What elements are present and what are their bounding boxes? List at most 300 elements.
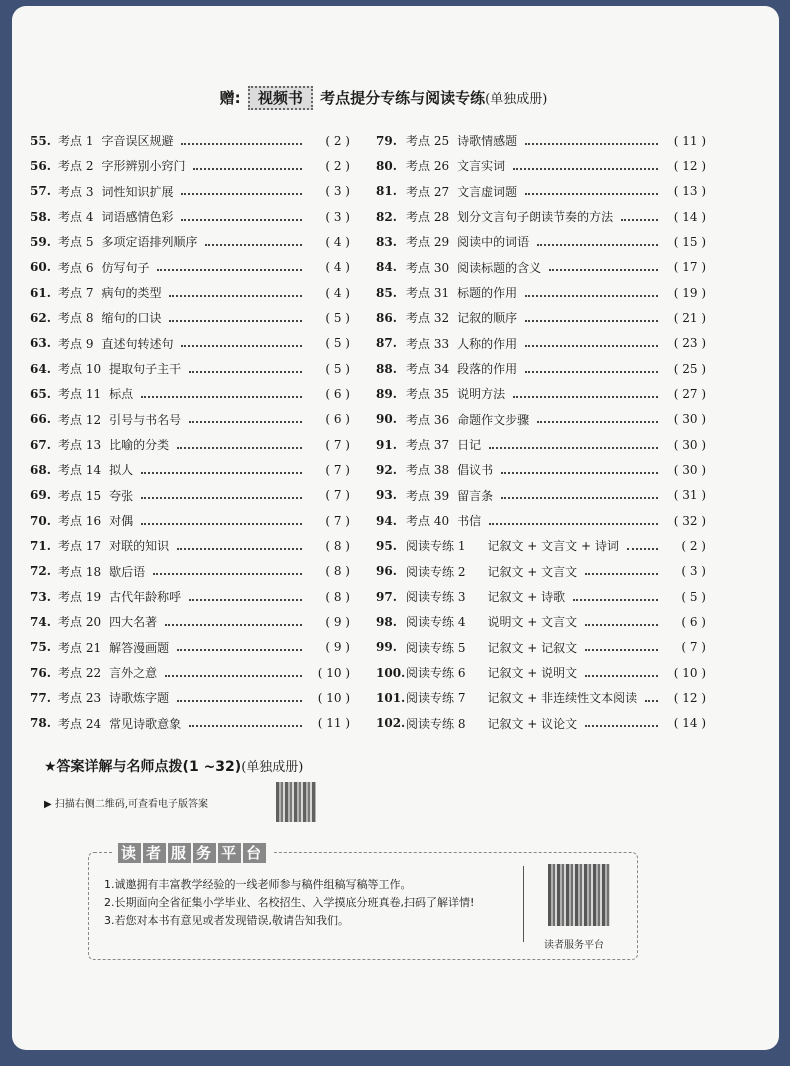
toc-right-column — [376, 128, 706, 736]
leader-dots — [525, 371, 658, 373]
service-title-char: 平 — [218, 843, 241, 863]
entry-title: 比喻的分类 — [109, 438, 170, 453]
entry-number: 55. — [30, 133, 51, 148]
entry-section: 阅读专练 5 — [406, 640, 466, 655]
entry-subtitle: 记叙文 + 诗歌 — [487, 590, 566, 605]
entry-title: 说明方法 — [457, 387, 506, 402]
entry-page: ( 3 ) — [325, 209, 350, 224]
toc-entry — [376, 255, 706, 280]
entry-title: 日记 — [457, 438, 482, 453]
header-note: (单独成册) — [485, 92, 548, 107]
leader-dots — [169, 295, 302, 297]
entry-title: 标题的作用 — [457, 286, 518, 301]
answers-qr-code[interactable] — [276, 782, 316, 822]
entry-number: 97. — [376, 589, 397, 604]
leader-dots — [513, 168, 658, 170]
entry-number: 61. — [30, 285, 51, 300]
reader-service-qr-code[interactable] — [548, 864, 610, 926]
entry-section: 考点 19 — [58, 590, 102, 605]
entry-title: 诗歌炼字题 — [109, 691, 170, 706]
entry-number: 60. — [30, 260, 51, 275]
entry-number: 84. — [376, 260, 397, 275]
entry-section: 考点 16 — [58, 514, 102, 529]
entry-page: ( 11 ) — [317, 716, 350, 731]
toc-entry — [376, 533, 706, 558]
entry-section: 考点 25 — [406, 134, 450, 149]
entry-page: ( 8 ) — [325, 589, 350, 604]
entry-page: ( 31 ) — [673, 488, 706, 503]
leader-dots — [193, 168, 302, 170]
entry-title: 直述句转述句 — [101, 336, 174, 351]
leader-dots — [177, 649, 302, 651]
entry-page: ( 15 ) — [673, 234, 706, 249]
service-line: 3.若您对本书有意见或者发现错误,敬请告知我们。 — [104, 914, 349, 927]
toc-entry — [30, 533, 350, 558]
entry-number: 99. — [376, 640, 397, 655]
entry-section: 考点 31 — [406, 286, 450, 301]
entry-page: ( 23 ) — [673, 336, 706, 351]
entry-page: ( 25 ) — [673, 361, 706, 376]
entry-section: 阅读专练 3 — [406, 590, 466, 605]
entry-page: ( 3 ) — [325, 184, 350, 199]
leader-dots — [489, 523, 658, 525]
leader-dots — [177, 447, 302, 449]
toc-entry — [376, 153, 706, 178]
entry-subtitle: 记叙文 + 文言文 + 诗词 — [487, 539, 619, 554]
leader-dots — [525, 345, 658, 347]
entry-number: 71. — [30, 538, 51, 553]
entry-number: 90. — [376, 412, 397, 427]
toc-entry — [30, 381, 350, 406]
entry-page: ( 2 ) — [681, 538, 706, 553]
entry-number: 93. — [376, 488, 397, 503]
toc-entry — [376, 609, 706, 634]
entry-title: 古代年龄称呼 — [109, 590, 182, 605]
toc-entry — [30, 153, 350, 178]
toc-entry — [376, 685, 706, 710]
toc-entry — [376, 128, 706, 153]
toc-entry — [30, 559, 350, 584]
entry-page: ( 8 ) — [325, 564, 350, 579]
entry-section: 考点 2 — [58, 159, 94, 174]
gift-label: 赠: — [219, 89, 241, 107]
entry-page: ( 30 ) — [673, 412, 706, 427]
toc-entry — [376, 179, 706, 204]
leader-dots — [189, 725, 302, 727]
leader-dots — [525, 295, 658, 297]
service-line: 1.诚邀拥有丰富教学经验的一线老师参与稿件组稿写稿等工作。 — [104, 878, 412, 891]
header-title: 考点提分专练与阅读专练 — [320, 89, 486, 107]
leader-dots — [141, 497, 302, 499]
entry-page: ( 8 ) — [325, 538, 350, 553]
leader-dots — [189, 371, 302, 373]
leader-dots — [525, 193, 658, 195]
leader-dots — [537, 244, 658, 246]
entry-title: 字形辨别小窍门 — [101, 159, 186, 174]
entry-number: 96. — [376, 564, 397, 579]
toc-entry — [30, 660, 350, 685]
entry-title: 书信 — [457, 514, 482, 529]
entry-section: 考点 29 — [406, 235, 450, 250]
entry-number: 92. — [376, 462, 397, 477]
entry-subtitle: 记叙文 + 非连续性文本阅读 — [487, 691, 638, 706]
toc-entry — [30, 407, 350, 432]
leader-dots — [573, 599, 658, 601]
entry-page: ( 4 ) — [325, 285, 350, 300]
entry-number: 88. — [376, 361, 397, 376]
toc-entry — [376, 711, 706, 736]
entry-page: ( 5 ) — [325, 310, 350, 325]
leader-dots — [181, 219, 302, 221]
qr-label: 读者服务平台 — [544, 940, 604, 951]
entry-page: ( 7 ) — [325, 437, 350, 452]
entry-number: 64. — [30, 361, 51, 376]
leader-dots — [489, 447, 658, 449]
entry-title: 段落的作用 — [457, 362, 518, 377]
leader-dots — [627, 548, 658, 550]
leader-dots — [189, 421, 302, 423]
toc-entry — [376, 660, 706, 685]
toc-entry — [376, 635, 706, 660]
entry-section: 考点 4 — [58, 210, 94, 225]
entry-number: 75. — [30, 640, 51, 655]
leader-dots — [189, 599, 302, 601]
entry-page: ( 5 ) — [325, 361, 350, 376]
entry-title: 引号与书名号 — [109, 412, 182, 427]
entry-page: ( 12 ) — [673, 158, 706, 173]
entry-number: 72. — [30, 564, 51, 579]
entry-number: 67. — [30, 437, 51, 452]
entry-title: 词语感情色彩 — [101, 210, 174, 225]
toc-entry — [30, 635, 350, 660]
entry-page: ( 6 ) — [325, 412, 350, 427]
toc-entry — [30, 255, 350, 280]
entry-page: ( 9 ) — [325, 614, 350, 629]
entry-number: 59. — [30, 234, 51, 249]
leader-dots — [141, 523, 302, 525]
toc-entry — [376, 457, 706, 482]
service-title-char: 台 — [243, 843, 266, 863]
entry-title: 提取句子主干 — [109, 362, 182, 377]
entry-subtitle: 记叙文 + 记叙文 — [487, 640, 578, 655]
entry-section: 考点 13 — [58, 438, 102, 453]
entry-number: 58. — [30, 209, 51, 224]
entry-page: ( 32 ) — [673, 513, 706, 528]
entry-section: 阅读专练 6 — [406, 666, 466, 681]
toc-entry — [30, 584, 350, 609]
gift-header — [0, 86, 767, 110]
entry-page: ( 14 ) — [673, 716, 706, 731]
entry-page: ( 30 ) — [673, 462, 706, 477]
entry-title: 标点 — [109, 387, 134, 402]
entry-section: 考点 10 — [58, 362, 102, 377]
leader-dots — [621, 219, 658, 221]
leader-dots — [141, 472, 302, 474]
entry-title: 常见诗歌意象 — [109, 716, 182, 731]
entry-page: ( 27 ) — [673, 386, 706, 401]
entry-number: 100. — [376, 665, 406, 680]
leader-dots — [585, 675, 658, 677]
service-title-char: 者 — [143, 843, 166, 863]
entry-section: 考点 15 — [58, 488, 102, 503]
toc-entry — [376, 356, 706, 381]
entry-page: ( 10 ) — [317, 665, 350, 680]
leader-dots — [157, 269, 302, 271]
entry-title: 文言实词 — [457, 159, 506, 174]
entry-number: 56. — [30, 158, 51, 173]
leader-dots — [501, 497, 658, 499]
entry-section: 考点 21 — [58, 640, 102, 655]
entry-section: 考点 27 — [406, 184, 450, 199]
entry-title: 夸张 — [109, 488, 134, 503]
service-line: 2.长期面向全省征集小学毕业、名校招生、入学摸底分班真卷,扫码了解详情! — [104, 896, 475, 909]
video-book-badge: 视频书 — [248, 86, 313, 110]
entry-page: ( 4 ) — [325, 234, 350, 249]
entry-title: 仿写句子 — [101, 260, 150, 275]
entry-number: 77. — [30, 690, 51, 705]
entry-section: 考点 17 — [58, 539, 102, 554]
entry-section: 考点 26 — [406, 159, 450, 174]
entry-number: 87. — [376, 336, 397, 351]
entry-section: 考点 20 — [58, 615, 102, 630]
leader-dots — [549, 269, 658, 271]
entry-section: 阅读专练 1 — [406, 539, 466, 554]
leader-dots — [181, 143, 302, 145]
entry-number: 80. — [376, 158, 397, 173]
toc-entry — [376, 204, 706, 229]
toc-entry — [376, 229, 706, 254]
entry-number: 65. — [30, 386, 51, 401]
toc-entry — [376, 559, 706, 584]
leader-dots — [165, 624, 302, 626]
service-title-char: 务 — [193, 843, 216, 863]
toc-entry — [376, 381, 706, 406]
entry-section: 考点 39 — [406, 488, 450, 503]
entry-page: ( 7 ) — [681, 640, 706, 655]
entry-page: ( 30 ) — [673, 437, 706, 452]
entry-subtitle: 记叙文 + 说明文 — [487, 666, 578, 681]
entry-title: 病句的类型 — [101, 286, 162, 301]
toc-entry — [376, 407, 706, 432]
toc-entry — [30, 356, 350, 381]
toc-entry — [30, 280, 350, 305]
entry-section: 阅读专练 8 — [406, 716, 466, 731]
entry-page: ( 9 ) — [325, 640, 350, 655]
entry-page: ( 7 ) — [325, 513, 350, 528]
reader-service-title — [112, 842, 274, 863]
entry-section: 考点 11 — [58, 387, 102, 402]
entry-title: 倡议书 — [457, 463, 494, 478]
entry-section: 考点 22 — [58, 666, 102, 681]
entry-title: 四大名著 — [109, 615, 158, 630]
entry-number: 78. — [30, 716, 51, 731]
entry-title: 字音误区规避 — [101, 134, 174, 149]
leader-dots — [585, 725, 658, 727]
entry-page: ( 2 ) — [325, 133, 350, 148]
entry-number: 101. — [376, 690, 406, 705]
toc-entry — [376, 432, 706, 457]
entry-page: ( 13 ) — [673, 184, 706, 199]
toc-entry — [30, 483, 350, 508]
entry-title: 文言虚词题 — [457, 184, 518, 199]
entry-section: 考点 30 — [406, 260, 450, 275]
answers-title: ★答案详解与名师点拨(1 ~32) — [44, 759, 242, 775]
entry-page: ( 14 ) — [673, 209, 706, 224]
divider — [523, 866, 524, 942]
entry-title: 拟人 — [109, 463, 134, 478]
entry-page: ( 21 ) — [673, 310, 706, 325]
entry-page: ( 10 ) — [673, 665, 706, 680]
toc-entry — [30, 457, 350, 482]
entry-number: 62. — [30, 310, 51, 325]
entry-page: ( 7 ) — [325, 488, 350, 503]
entry-section: 考点 12 — [58, 412, 102, 427]
toc-entry — [376, 483, 706, 508]
toc-entry — [30, 685, 350, 710]
entry-number: 73. — [30, 589, 51, 604]
toc-entry — [30, 432, 350, 457]
toc-entry — [30, 331, 350, 356]
leader-dots — [141, 396, 302, 398]
entry-title: 划分文言句子朗读节奏的方法 — [457, 210, 614, 225]
entry-page: ( 19 ) — [673, 285, 706, 300]
leader-dots — [177, 548, 302, 550]
toc-entry — [30, 128, 350, 153]
leader-dots — [181, 345, 302, 347]
entry-page: ( 7 ) — [325, 462, 350, 477]
entry-subtitle: 记叙文 + 议论文 — [487, 716, 578, 731]
entry-page: ( 5 ) — [681, 589, 706, 604]
entry-title: 缩句的口诀 — [101, 311, 162, 326]
leader-dots — [165, 675, 302, 677]
entry-number: 85. — [376, 285, 397, 300]
entry-section: 考点 3 — [58, 184, 94, 199]
entry-subtitle: 说明文 + 文言文 — [487, 615, 578, 630]
entry-section: 考点 35 — [406, 387, 450, 402]
toc-left-column — [30, 128, 350, 736]
entry-title: 留言条 — [457, 488, 494, 503]
leader-dots — [153, 573, 302, 575]
toc-entry — [376, 584, 706, 609]
entry-number: 95. — [376, 538, 397, 553]
entry-page: ( 5 ) — [325, 336, 350, 351]
answers-note: (单独成册) — [241, 760, 304, 775]
leader-dots — [513, 396, 658, 398]
entry-section: 考点 28 — [406, 210, 450, 225]
entry-number: 86. — [376, 310, 397, 325]
leader-dots — [585, 573, 658, 575]
entry-number: 89. — [376, 386, 397, 401]
entry-number: 98. — [376, 614, 397, 629]
toc-entry — [376, 280, 706, 305]
entry-page: ( 6 ) — [681, 614, 706, 629]
entry-title: 人称的作用 — [457, 336, 518, 351]
leader-dots — [585, 624, 658, 626]
reader-service-lines — [104, 876, 514, 930]
entry-number: 81. — [376, 184, 397, 199]
leader-dots — [645, 700, 658, 702]
entry-section: 考点 40 — [406, 514, 450, 529]
entry-number: 57. — [30, 184, 51, 199]
entry-number: 63. — [30, 336, 51, 351]
entry-title: 词性知识扩展 — [101, 184, 174, 199]
entry-number: 83. — [376, 234, 397, 249]
entry-page: ( 6 ) — [325, 386, 350, 401]
entry-section: 阅读专练 2 — [406, 564, 466, 579]
entry-section: 阅读专练 4 — [406, 615, 466, 630]
entry-section: 考点 14 — [58, 463, 102, 478]
entry-number: 74. — [30, 614, 51, 629]
entry-section: 考点 6 — [58, 260, 94, 275]
entry-section: 考点 23 — [58, 691, 102, 706]
service-title-char: 读 — [118, 843, 141, 863]
entry-number: 68. — [30, 462, 51, 477]
entry-number: 69. — [30, 488, 51, 503]
leader-dots — [181, 193, 302, 195]
toc-entry — [376, 508, 706, 533]
entry-page: ( 10 ) — [317, 690, 350, 705]
entry-section: 考点 5 — [58, 235, 94, 250]
answers-heading — [44, 756, 303, 776]
leader-dots — [537, 421, 658, 423]
entry-title: 对联的知识 — [109, 539, 170, 554]
entry-number: 79. — [376, 133, 397, 148]
toc-entry — [376, 331, 706, 356]
entry-section: 考点 38 — [406, 463, 450, 478]
entry-title: 记叙的顺序 — [457, 311, 518, 326]
toc-entry — [30, 229, 350, 254]
entry-number: 66. — [30, 412, 51, 427]
entry-section: 考点 33 — [406, 336, 450, 351]
entry-section: 考点 36 — [406, 412, 450, 427]
entry-title: 阅读标题的含义 — [457, 260, 542, 275]
entry-number: 91. — [376, 437, 397, 452]
entry-section: 考点 8 — [58, 311, 94, 326]
entry-title: 解答漫画题 — [109, 640, 170, 655]
leader-dots — [177, 700, 302, 702]
entry-title: 诗歌情感题 — [457, 134, 518, 149]
toc-entry — [30, 711, 350, 736]
leader-dots — [525, 320, 658, 322]
entry-title: 命题作文步骤 — [457, 412, 530, 427]
leader-dots — [169, 320, 302, 322]
entry-page: ( 4 ) — [325, 260, 350, 275]
entry-section: 阅读专练 7 — [406, 691, 466, 706]
entry-page: ( 2 ) — [325, 158, 350, 173]
entry-subtitle: 记叙文 + 文言文 — [487, 564, 578, 579]
toc-entry — [30, 609, 350, 634]
toc-entry — [376, 305, 706, 330]
toc-entry — [30, 204, 350, 229]
entry-number: 102. — [376, 716, 406, 731]
leader-dots — [501, 472, 658, 474]
entry-title: 言外之意 — [109, 666, 158, 681]
entry-section: 考点 1 — [58, 134, 94, 149]
toc-entry — [30, 179, 350, 204]
service-title-char: 服 — [168, 843, 191, 863]
entry-section: 考点 34 — [406, 362, 450, 377]
entry-number: 94. — [376, 513, 397, 528]
entry-page: ( 12 ) — [673, 690, 706, 705]
entry-section: 考点 9 — [58, 336, 94, 351]
entry-section: 考点 37 — [406, 438, 450, 453]
entry-page: ( 3 ) — [681, 564, 706, 579]
entry-section: 考点 32 — [406, 311, 450, 326]
entry-title: 对偶 — [109, 514, 134, 529]
entry-page: ( 11 ) — [673, 133, 706, 148]
entry-section: 考点 7 — [58, 286, 94, 301]
entry-title: 歇后语 — [109, 564, 146, 579]
